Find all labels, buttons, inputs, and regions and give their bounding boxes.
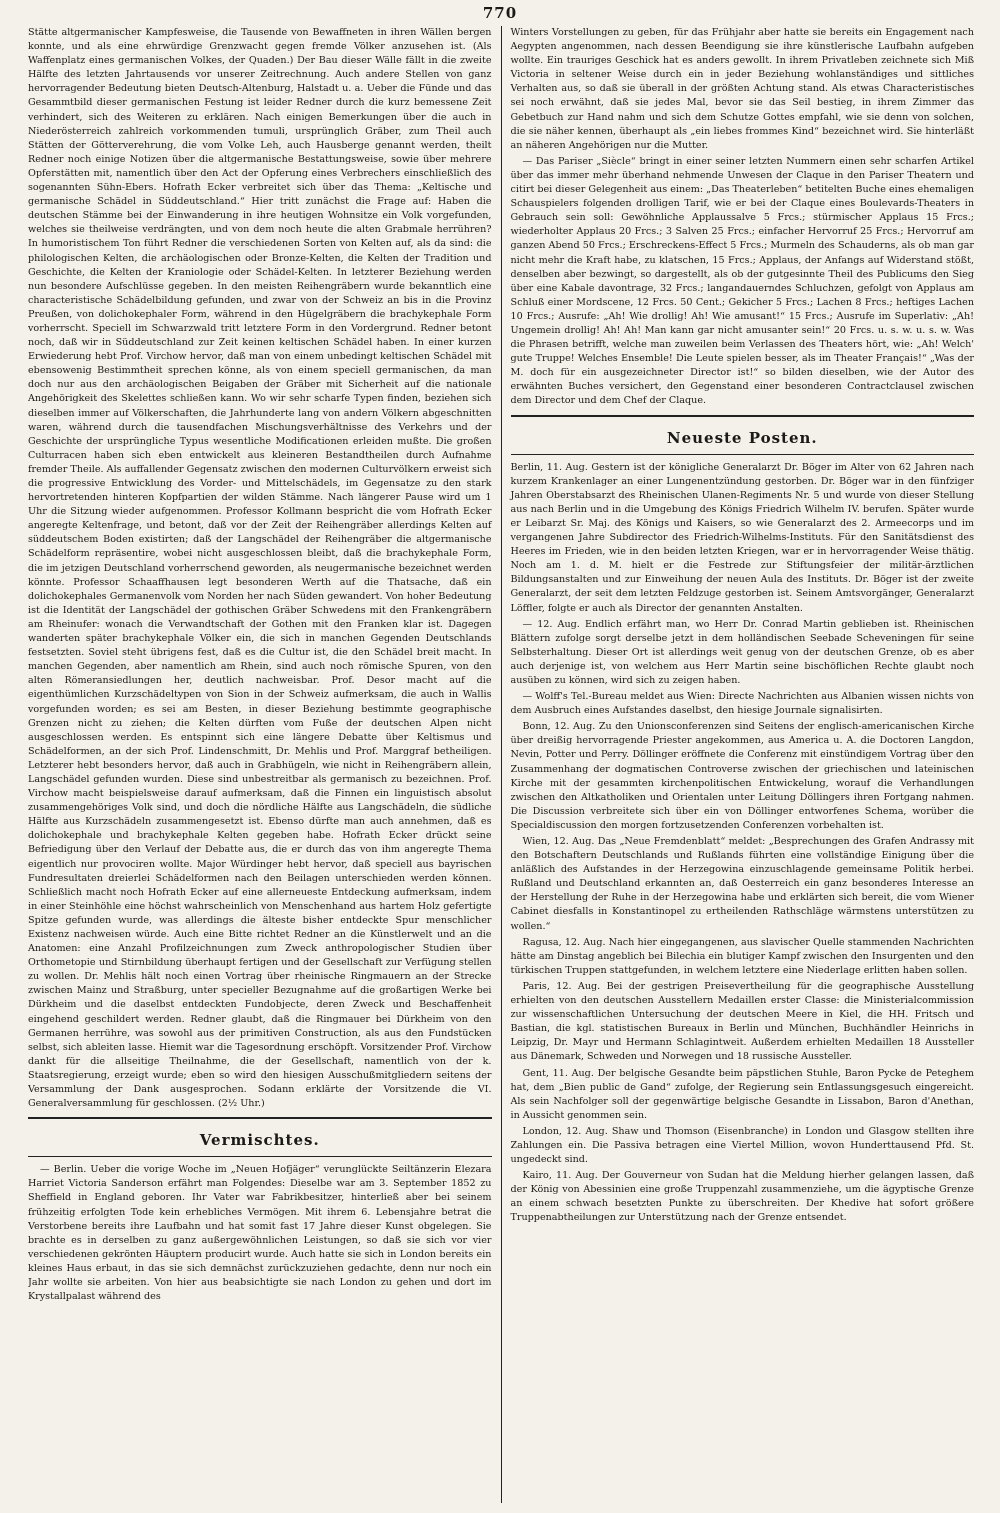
news-item: Paris, 12. Aug. Bei der gestrigen Preisevertheilung für die geographische Ausstellung erhielten von den deutschen Ausstellern Medaillen erster Classe: die Ministerialcommission zur wissenschaftlichen Untersuchung der deutschen Meere in Kiel, die HH. Fritsch und Bastian, die kgl. statistischen Bureaux in Berlin und München, Buchhändler Heinrichs in Leipzig, Dr. Mayr und Hermann Schlagintweit. Außerdem erhielten Medaillen 18 Aussteller aus Dänemark, Schweden und Norwegen und 18 russische Aussteller. (510, 980, 974, 1063)
section-divider (28, 1156, 492, 1157)
news-item: Bonn, 12. Aug. Zu den Unionsconferenzen sind Seitens der englisch-americanischen Kirche über dreißig hervorragende Priester angekommen, aus America u. A. die Doctoren Langdon, Nevin, Potter und Perry. Döllinger eröffnete die Conferenz mit einstündigem Vortrag über den Zusammenhang der dogmatischen Controverse zwischen der griechischen und lateinischen Kirche mit der gesammten kirchenpolitischen Entwickelung, worauf die Verhandlungen zwischen den Altkatholiken und Orientalen unter Leitung Döllingers ihren Fortgang nahmen. Die Discussion verbreitete sich über ein von Döllinger entworfenes Schema, worüber die Specialdiscussion den morgen fortzusetzenden Conferenzen vorbehalten ist. (510, 721, 974, 831)
news-item: — 12. Aug. Endlich erfährt man, wo Herr Dr. Conrad Martin geblieben ist. Rheinischen Blättern zufolge sorgt derselbe jetzt in dem holländischen Seebade Scheveningen für seine Selbsterhaltung. Dieser Ort ist allerdings weit genug von der deutschen Grenze, ob es aber auch derjenige ist, von welchem aus Herr Martin seine bischöflichen Rechte glaubt noch ausüben zu können, wird sich zu zeigen haben. (510, 618, 974, 686)
columns (28, 26, 974, 1503)
news-item: — Wolff's Tel.-Bureau meldet aus Wien: Directe Nachrichten aus Albanien wissen nichts von dem Ausbruch eines Aufstandes daselbst, den hiesige Journale signalisirten. (510, 691, 974, 717)
news-item: Berlin, 11. Aug. Gestern ist der königliche Generalarzt Dr. Böger im Alter von 62 Jahren nach kurzem Krankenlager an einer Lungenentzündung gestorben. Dr. Böger war in den fünfziger Jahren Oberstabsarzt des Rheinischen Ulanen-Regiments Nr. 5 und wurde von dieser Stellung aus nach Berlin und in die Umgebung des Königs Friedrich Wilhelm IV. berufen. Später wurde er Leibarzt Sr. Maj. des Königs und Kaisers, so wie Generalarzt des 2. Armeecorps und im vergangenen Jahre Subdirector des Friedrich-Wilhelms-Instituts. Für den Sanitätsdienst des Heeres im Frieden, wie in den beiden letzten Kriegen, war er in hervorragender Weise thätig. Noch am 1. d. M. hielt er die Festrede zur Stiftungsfeier der militär-ärztlichen Bildungsanstalten und zur Einweihung der neuen Aula des Instituts. Dr. Böger ist der zweite Generalarzt, der seit dem letzten Feldzuge gestorben ist. Seinem Amtsvorgänger, Generalarzt Löffler, folgte er auch als Director der genannten Anstalten. (510, 461, 974, 614)
vermischtes-paragraph: — Berlin. Ueber die vorige Woche im „Neuen Hofjäger“ verunglückte Seiltänzerin Elezara Harriet Victoria Sanderson erfährt man Folgendes: Dieselbe war am 3. September 1852 zu Sheffield in England geboren. Ihr Vater war Fabrikbesitzer, hinterließ aber bei seinem frühzeitig erfolgten Tode kein erhebliches Vermögen. Mit ihrem 6. Lebensjahre betrat die Verstorbene bereits ihre Laufbahn und hat somit fast 17 Jahre dieser Kunst obgelegen. Sie brachte es in derselben zu ganz außergewöhnlichen Leistungen, so daß sie sich vor vier verschiedenen gekrönten Häuptern producirt wurde. Auch hatte sie sich in London bereits ein kleines Haus erbaut, in das sie sich demnächst zurückzuziehen gedachte, denn nur noch ein Jahr wollte sie arbeiten. Von hier aus beabsichtigte sie nach London zu gehen und dort im Krystallpalast während des (28, 1164, 492, 1303)
vermischtes-continued-paragraph: Winters Vorstellungen zu geben, für das Frühjahr aber hatte sie bereits ein Engagement nach Aegypten angenommen, nach dessen Beendigung sie ihre künstlerische Laufbahn aufgeben wollte. Ein trauriges Geschick hat es anders gewollt. In ihrem Privatleben zeichnete sich Miß Victoria in seltener Weise durch ein in jeder Beziehung wohlanständiges und sittliches Verhalten aus, so daß sie überall in der größten Achtung stand. Als etwas Characteristisches sei noch erwähnt, daß sie jedes Mal, bevor sie das Seil bestieg, in ihrem Zimmer das Gebetbuch zur Hand nahm und sich dem Schutze Gottes empfahl, wie sie denn von solchen, die sie näher kennen, überhaupt als „ein liebes frommes Kind“ bezeichnet wird. Sie hinterläßt an näheren Angehörigen nur die Mutter. (510, 27, 974, 151)
news-item: Kairo, 11. Aug. Der Gouverneur von Sudan hat die Meldung hierher gelangen lassen, daß der König von Abessinien eine große Truppenzahl zusammenziehe, um die ägyptische Grenze an einem schwach besetzten Punkte zu überschreiten. Der Khedive hat sofort größere Truppenabtheilungen zur Unterstützung nach der Grenze entsendet. (510, 1170, 974, 1224)
page-number: 770 (482, 4, 518, 22)
report-paragraph: Stätte altgermanischer Kampfesweise, die Tausende von Bewaffneten in ihren Wällen bergen konnte, und als eine ehrwürdige Grenzwacht gegen fremde Völker anzusehen ist. (Als Waffenplatz eines germanischen Volkes, der Quaden.) Der Bau dieser Wälle fällt in die zweite Hälfte des letzten Jahrtausends vor unserer Zeitrechnung. Auch andere Stellen von ganz hervorragender Bedeutung bieten Deutsch-Altenburg, Halstadt u. a. Ueber die Fünde und das Gesammtbild dieser germanischen Festung ist leider Redner durch die kurz bemessene Zeit verhindert, sich des Weiteren zu erklären. Nach einigen Bemerkungen über die auch in Niederösterreich zahlreich vorkommenden tumuli, ursprünglich Gräber, zum Theil auch Stätten der Götterverehrung, die vom Volke Leh, auch Hausberge genannt werden, theilt Redner noch einige Notizen über die altgermanische Bestattungsweise, sowie über mehrere Opferstätten mit, namentlich über den Act der Opferung eines Verbrechers einschließlich des sogenannten Sühn-Ebers. Hofrath Ecker verbreitet sich über das Thema: „Keltische und germanische Schädel in Süddeutschland.“ Hier tritt zunächst die Frage auf: Haben die deutschen Stämme bei der Einwanderung in ihre heutigen Wohnsitze ein Volk vorgefunden, welches sie theilweise verdrängten, und von dem noch heute die alten Grabmale herrühren? In humoristischem Ton führt Redner die verschiedenen Sorten von Kelten auf, als da sind: die philologischen Kelten, die archäologischen oder Bronze-Kelten, die Kelten der Tradition und Geschichte, die Kelten der Kraniologie oder Schädel-Kelten. In letzterer Beziehung werden nun besondere Aufschlüsse gegeben. In den meisten Reihengräbern wurde bekanntlich eine characteristische Schädelbildung gefunden, und zwar von der Schweiz an bis in die Provinz Preußen, von dolichokephaler Form, während in den Hügelgräbern die brachykephale Form vorherrscht. Speciell im Schwarzwald tritt letztere Form in den Vordergrund. Redner betont noch, daß wir in Süddeutschland zur Zeit keinen keltischen Schädel haben. In einer kurzen Erwiederung hebt Prof. Virchow hervor, daß man von einem unbedingt keltischen Schädel mit ebensowenig Bestimmtheit sprechen könne, als von einem speciell germanischen, da man doch nur aus den archäologischen Beigaben der Gräber mit Sicherheit auf die nationale Angehörigkeit des Skelettes schließen kann. Wo wir sehr scharfe Typen finden, beziehen sich dieselben immer auf Völkerschaften, die Jahrhunderte lang von andern Völkern abgeschnitten waren, während durch die tausendfachen Mischungsverhältnisse des Verkehrs und der Geschichte der ursprüngliche Typus wesentliche Modificationen erleiden mußte. Die großen Culturracen haben sich eben entwickelt aus kleineren Bestandtheilen durch Aufnahme fremder Theile. Als auffallender Gegensatz zwischen den modernen Culturvölkern erweist sich die progressive Entwicklung des Vorder- und Mittelschädels, im Gegensatze zu den stark hervortretenden hinteren Kopfpartien der wilden Stämme. Nach längerer Pause wird um 1 Uhr die Sitzung wieder aufgenommen. Professor Kollmann bespricht die vom Hofrath Ecker angeregte Keltenfrage, und betont, daß vor der Zeit der Reihengräber allerdings Kelten auf süddeutschem Boden existirten; daß der Langschädel der Reihengräber die altgermanische Schädelform repräsentire, wobei nicht ausgeschlossen bleibt, daß die brachykephale Form, die im jetzigen Deutschland vorherrschend geworden, als neugermanische bezeichnet werden könnte. Professor Schaaffhausen legt besonderen Werth auf die Thatsache, daß ein dolichokephales Germanenvolk vom Norden her nach Süden gewandert. Von hoher Bedeutung ist die Identität der Langschädel der gothischen Gräber Schwedens mit den Frankengräbern am Rheinufer: wonach die Verwandtschaft der Gothen mit den Franken klar ist. Dagegen wanderten später brachykephale Völker ein, die sich in manchen Gegenden Deutschlands festsetzten. Soviel steht übrigens fest, daß es die Cultur ist, die den Schädel breit macht. In manchen Gegenden, aber namentlich am Rhein, sind auch noch römische Spuren, von den alten Römeransiedlungen her, deutlich nachweisbar. Prof. Desor macht auf die eigenthümlichen Kurzschädeltypen von Sion in der Schweiz aufmerksam, die auch in Wallis vorgefunden worden; es sei am Besten, in dieser Beziehung bestimmte geographische Grenzen nicht zu ziehen; die Kelten dürften vom Fuße der deutschen Alpen nicht ausgeschlossen werden. Es entspinnt sich eine längere Debatte über Keltismus und Schädelformen, an der sich Prof. Lindenschmitt, Dr. Mehlis und Prof. Marggraf betheiligen. Letzterer hebt besonders hervor, daß auch in Grabhügeln, wie nicht in Reihengräbern allein, Langschädel gefunden wurden. Diese sind unbestreitbar als germanisch zu bezeichnen. Prof. Virchow macht beispielsweise darauf aufmerksam, daß die Finnen ein linguistisch absolut zusammengehöriges Volk sind, und doch die nördliche Hälfte aus Langschädeln, die südliche Hälfte aus Kurzschädeln zusammengesetzt ist. Ebenso dürfte man auch annehmen, daß es dolichokephale und brachykephale Kelten gegeben habe. Hofrath Ecker drückt seine Befriedigung über den Verlauf der Debatte aus, die er durch das von ihm angeregte Thema eigentlich nur provociren wollte. Major Würdinger hebt hervor, daß speciell aus bayrischen Fundresultaten dreierlei Schädelformen nach den Beilagen unterschieden werden können. Schließlich macht noch Hofrath Ecker auf eine allerneueste Entdeckung aufmerksam, indem in einer Steinhöhle eine höchst wahrscheinlich von Menschenhand aus hartem Holz gefertigte Spitze gefunden wurde, was allerdings die älteste bisher entdeckte Spur menschlicher Existenz nachweisen würde. Auch eine Bitte richtet Redner an die Künstlerwelt und an die Anatomen: eine Anzahl Profilzeichnungen zum Zweck anthropologischer Studien über Orthometopie und Stirnbildung überhaupt fertigen und der Gesellschaft zur Verfügung stellen zu wollen. Dr. Mehlis hält noch einen Vortrag über rheinische Ringmauern an der Strecke zwischen Mainz und Straßburg, unter specieller Bezugnahme auf die großartigen Werke bei Dürkheim und die daselbst entdeckten Fundobjecte, deren Zweck und Beschaffenheit eingehend geschildert werden. Redner glaubt, daß die Ringmauer bei Dürkheim von den Germanen herrühre, was sowohl aus der primitiven Construction, als aus den Fundstücken selbst, sich ableiten lasse. Hiemit war die Tagesordnung erschöpft. Vorsitzender Prof. Virchow dankt für die allseitige Theilnahme, die der Gesellschaft, namentlich von der k. Staatsregierung, erzeigt wurde; eben so wird den hiesigen Ausschußmitgliedern seitens der Versammlung der Dank ausgesprochen. Sodann erklärte der Vorsitzende die VI. Generalversammlung für geschlossen. (2½ Uhr.) (28, 27, 492, 1110)
news-item: Ragusa, 12. Aug. Nach hier eingegangenen, aus slavischer Quelle stammenden Nachrichten hätte am Dinstag angeblich bei Bilechia ein blutiger Kampf zwischen den Insurgenten und den türkischen Truppen stattgefunden, in welchem letztere eine Niederlage erlitten haben sollen. (510, 936, 974, 976)
news-item: Wien, 12. Aug. Das „Neue Fremdenblatt“ meldet: „Besprechungen des Grafen Andrassy mit den Botschaftern Deutschlands und Rußlands führten eine vollständige Einigung über die anläßlich des Aufstandes in der Herzegowina einzuschlagende gemeinsame Politik herbei. Rußland und Deutschland erkannten an, daß Oesterreich ein ganz besonderes Interesse an der Herstellung der Ruhe in der Herzegowina habe und erklärten sich bereit, die vom Wiener Cabinet diesfalls in Konstantinopel zu ertheilenden Rathschläge wärmstens unterstützen zu wollen.“ (510, 836, 974, 932)
neueste-section-header (511, 415, 975, 455)
right-column (502, 26, 975, 1503)
section-divider (511, 454, 975, 455)
vermischtes-section-header (28, 1117, 492, 1157)
news-item: Gent, 11. Aug. Der belgische Gesandte beim päpstlichen Stuhle, Baron Pycke de Peteghem hat, dem „Bien public de Gand“ zufolge, der Regierung sein Entlassungsgesuch eingereicht. Als sein Nachfolger soll der gegenwärtige belgische Gesandte in Lissabon, Baron d'Anethan, in Aussicht genommen sein. (510, 1067, 974, 1121)
left-column (28, 26, 501, 1503)
vermischtes-continued-paragraph: — Das Pariser „Siècle“ bringt in einer seiner letzten Nummern einen sehr scharfen Artikel über das immer mehr überhand nehmende Unwesen der Claque in den Pariser Theatern und citirt bei dieser Gelegenheit aus einem: „Das Theaterleben“ betitelten Buche eines ehemaligen Schauspielers folgenden drolligen Tarif, wie er bei der Claque eines Boulevards-Theaters in Gebrauch sein soll: Gewöhnliche Applaussalve 5 Frcs.; stürmischer Applaus 15 Frcs.; wiederholter Applaus 20 Frcs.; 3 Salven 25 Frcs.; einfacher Hervorruf 25 Frcs.; Hervorruf am ganzen Abend 50 Frcs.; Erschreckens-Effect 5 Frcs.; Murmeln des Schauderns, als ob man gar nicht mehr die Kraft habe, zu klatschen, 15 Frcs.; Applaus, der Anfangs auf Widerstand stößt, denselben aber bezwingt, so dargestellt, als ob der gutgesinnte Theil des Publicums den Sieg über eine Kabale davontrage, 32 Frcs.; langandauerndes Schluchzen, gefolgt von Applaus am Schluß einer Mordscene, 12 Frcs. 50 Cent.; Gekicher 5 Frcs.; Lachen 8 Frcs.; heftiges Lachen 10 Frcs.; Ausrufe: „Ah! Wie drollig! Ah! Wie amusant!“ 15 Frcs.; Ausrufe im Superlativ: „Ah! Ungemein drollig! Ah! Ah! Man kann gar nicht amusanter sein!“ 20 Frcs. u. s. w. u. s. w. Was die Phrasen betrifft, welche man zuweilen beim Verlassen des Theaters hört, wie: „Ah! Welch' gute Truppe! Welches Ensemble! Die Leute spielen besser, als im Theater Français!“ „Was der M. doch für ein ausgezeichneter Director ist!“ so bilden dieselben, wie der Autor des erwähnten Buches versichert, den Gegenstand einer besonderen Contractclausel zwischen dem Director und dem Chef der Claque. (510, 155, 974, 407)
vermischtes-title: Vermischtes. (199, 1131, 320, 1150)
neueste-title: Neueste Posten. (666, 428, 818, 447)
news-item: London, 12. Aug. Shaw und Thomson (Eisenbranche) in London und Glasgow stellten ihre Zahlungen ein. Die Passiva betragen eine Viertel Million, wovon Hunderttausend Pfd. St. ungedeckt sind. (510, 1125, 974, 1166)
